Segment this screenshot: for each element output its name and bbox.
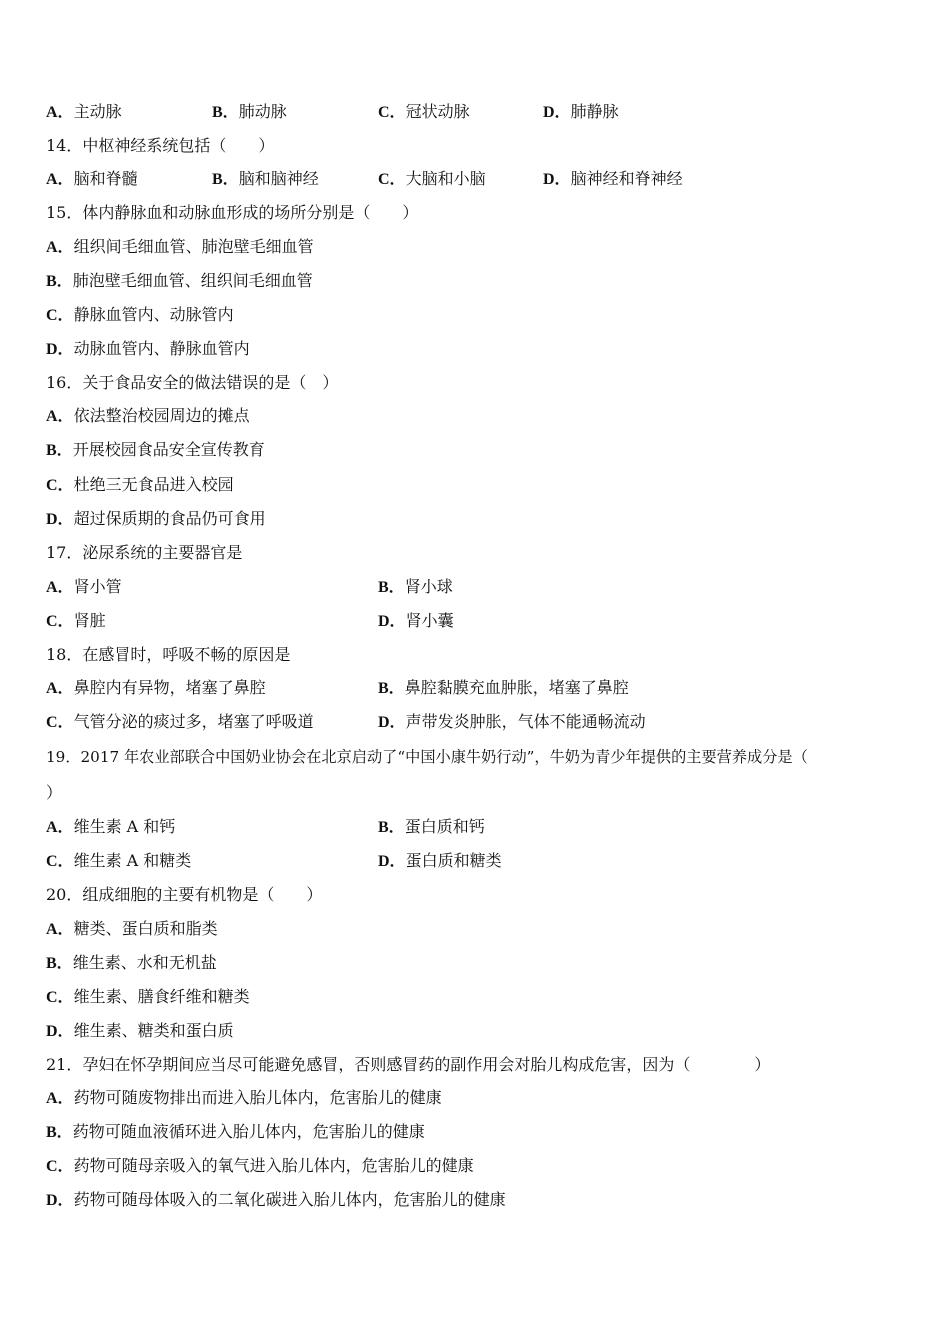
option-text: 气管分泌的痰过多，堵塞了呼吸道 [73,712,314,731]
option-text: 肺静脉 [570,102,619,121]
option-text: 肾脏 [73,611,106,630]
option-text: 脑神经和脊神经 [570,169,683,188]
q18-stem: 18．在感冒时，呼吸不畅的原因是 [46,645,291,664]
option-text: 肾小囊 [405,611,454,630]
q17-option-d [378,610,454,633]
q21-option-d [46,1189,506,1212]
q21-option-b [46,1121,425,1144]
q13-option-b [212,101,287,124]
option-label: D． [543,104,571,121]
option-text: 药物可随母体吸入的二氧化碳进入胎儿体内，危害胎儿的健康 [73,1190,506,1209]
option-label: A． [46,579,74,596]
option-text: 脑和脊髓 [73,169,138,188]
option-text: 冠状动脉 [405,102,470,121]
q21-stem: 21．孕妇在怀孕期间应当尽可能避免感冒，否则感冒药的副作用会对胎儿构成危害，因为（ ） [46,1055,771,1074]
q19-option-d [378,850,502,873]
option-text: 维生素、糖类和蛋白质 [73,1021,234,1040]
option-text: 肺泡壁毛细血管、组织间毛细血管 [72,271,313,290]
option-text: 鼻腔内有异物，堵塞了鼻腔 [73,678,266,697]
q18-option-b [378,677,629,700]
q15-option-d [46,338,250,361]
option-text: 大脑和小脑 [405,169,486,188]
option-label: A． [46,921,74,938]
option-text: 静脉血管内、动脉管内 [73,305,234,324]
option-label: C． [378,171,406,188]
option-text: 杜绝三无食品进入校园 [73,475,234,494]
q19-option-a [46,816,175,839]
option-text: 糖类、蛋白质和脂类 [73,919,218,938]
option-text: 主动脉 [73,102,122,121]
option-label: B． [378,819,405,836]
option-label: A． [46,239,74,256]
option-label: D． [46,511,74,528]
option-text: 肾小管 [73,577,122,596]
option-label: B． [378,579,405,596]
option-label: C． [46,477,74,494]
q16-stem: 16．关于食品安全的做法错误的是（ ） [46,373,339,392]
q14-option-b [212,168,319,191]
option-text: 维生素 A 和糖类 [73,851,192,870]
q21-option-a [46,1087,442,1110]
option-text: 维生素、膳食纤维和糖类 [73,987,250,1006]
option-label: C． [46,853,74,870]
q20-option-d [46,1020,234,1043]
q13-option-d [543,101,619,124]
option-label: D． [378,853,406,870]
option-label: B． [212,104,239,121]
option-label: B． [46,273,73,290]
option-text: 肺动脉 [238,102,287,121]
option-text: 蛋白质和钙 [404,817,485,836]
option-label: B． [378,680,405,697]
option-label: A． [46,104,74,121]
q15-option-b [46,270,313,293]
q13-option-a [46,101,122,124]
option-text: 肾小球 [404,577,453,596]
option-label: B． [46,955,73,972]
q17-option-c [46,610,106,633]
q14-option-d [543,168,683,191]
option-text: 超过保质期的食品仍可食用 [73,509,266,528]
option-label: C． [46,989,74,1006]
option-label: C． [378,104,406,121]
option-label: A． [46,408,74,425]
option-label: C． [46,1158,74,1175]
q20-option-b [46,952,217,975]
q14-option-a [46,168,138,191]
option-label: A． [46,171,74,188]
option-label: B． [212,171,239,188]
option-label: C． [46,307,74,324]
option-label: A． [46,819,74,836]
q14-option-c [378,168,486,191]
q17-stem: 17．泌尿系统的主要器官是 [46,543,243,562]
option-text: 药物可随母亲吸入的氧气进入胎儿体内，危害胎儿的健康 [73,1156,474,1175]
option-label: D． [378,714,406,731]
option-label: B． [46,1124,73,1141]
option-label: D． [46,1023,74,1040]
option-text: 依法整治校园周边的摊点 [73,406,250,425]
q16-option-a [46,405,250,428]
q16-option-d [46,508,266,531]
option-label: D． [46,341,74,358]
option-text: 蛋白质和糖类 [405,851,502,870]
q20-stem: 20．组成细胞的主要有机物是（ ） [46,885,323,904]
q18-option-c [46,711,314,734]
q20-option-a [46,918,218,941]
option-label: A． [46,680,74,697]
q18-option-a [46,677,266,700]
option-text: 药物可随废物排出而进入胎儿体内，危害胎儿的健康 [73,1088,442,1107]
q17-option-a [46,576,122,599]
option-label: D． [46,1192,74,1209]
q16-option-c [46,474,234,497]
option-text: 脑和脑神经 [238,169,319,188]
q15-option-c [46,304,234,327]
option-text: 动脉血管内、静脉血管内 [73,339,250,358]
option-label: A． [46,1090,74,1107]
option-text: 维生素 A 和钙 [73,817,176,836]
option-text: 声带发炎肿胀，气体不能通畅流动 [405,712,646,731]
option-label: C． [46,613,74,630]
option-text: 药物可随血液循环进入胎儿体内，危害胎儿的健康 [72,1122,425,1141]
q19-option-c [46,850,191,873]
q14-stem: 14．中枢神经系统包括（ ） [46,136,275,155]
q16-option-b [46,439,265,462]
option-label: C． [46,714,74,731]
option-label: B． [46,442,73,459]
option-label: D． [543,171,571,188]
q19-option-b [378,816,485,839]
q17-option-b [378,576,453,599]
q19-stem: 19．2017 年农业部联合中国奶业协会在北京启动了“中国小康牛奶行动”，牛奶为青少年提供的主要营养成分是（ [46,748,808,766]
option-text: 鼻腔黏膜充血肿胀，堵塞了鼻腔 [404,678,629,697]
q19-stem-continuation: ） [46,783,63,802]
q15-stem: 15．体内静脉血和动脉血形成的场所分别是（ ） [46,203,419,222]
q21-option-c [46,1155,474,1178]
q15-option-a [46,236,314,259]
option-text: 开展校园食品安全宣传教育 [72,440,265,459]
option-text: 维生素、水和无机盐 [72,953,217,972]
q20-option-c [46,986,250,1009]
q18-option-d [378,711,646,734]
option-label: D． [378,613,406,630]
q13-option-c [378,101,470,124]
option-text: 组织间毛细血管、肺泡壁毛细血管 [73,237,314,256]
